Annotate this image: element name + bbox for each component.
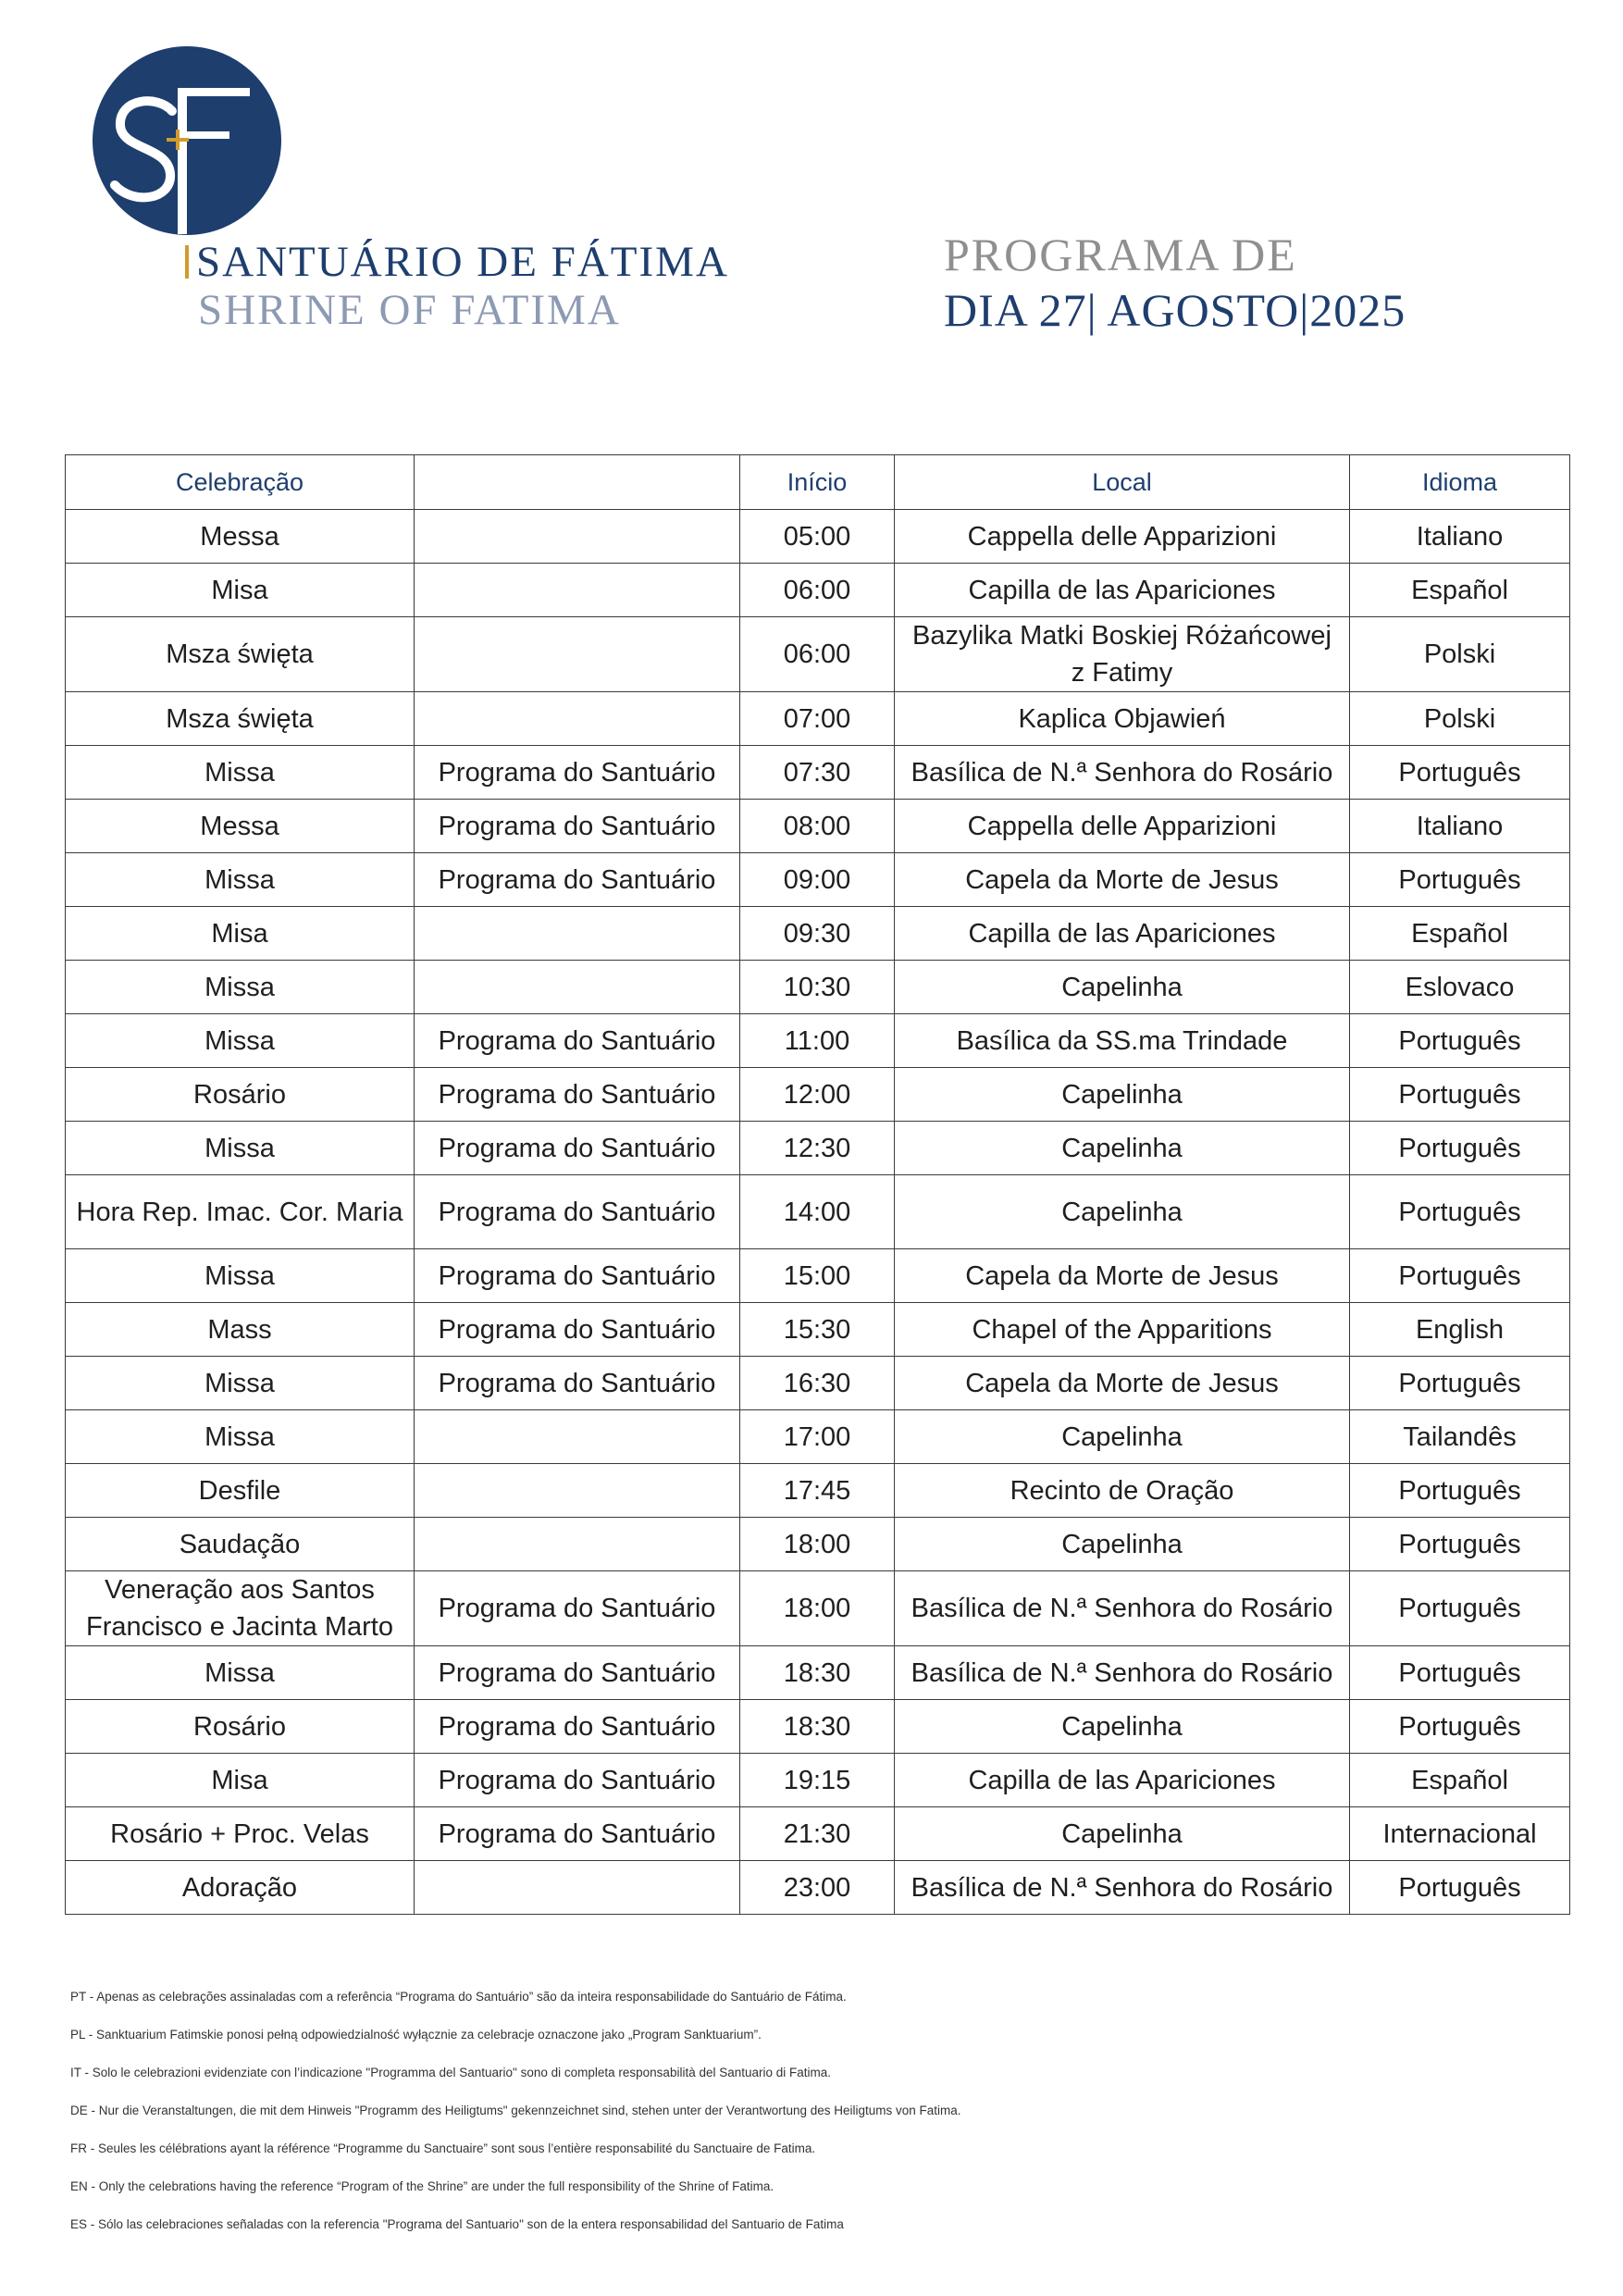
cell-programa: Programa do Santuário [415, 1249, 740, 1303]
cell-local: Capelinha [895, 1175, 1350, 1249]
cell-programa: Programa do Santuário [415, 746, 740, 800]
table-row [66, 800, 1570, 853]
cell-idioma: Português [1350, 746, 1570, 800]
cell-inicio: 08:00 [740, 800, 895, 853]
cell-celebracao: Mass [66, 1303, 415, 1357]
cell-inicio: 05:00 [740, 510, 895, 564]
cell-programa: Programa do Santuário [415, 1175, 740, 1249]
cell-local: Capelinha [895, 1700, 1350, 1754]
cell-local: Capilla de las Apariciones [895, 564, 1350, 617]
cell-programa: Programa do Santuário [415, 1303, 740, 1357]
header-celebracao: Celebração [66, 455, 415, 510]
cell-idioma: Português [1350, 1700, 1570, 1754]
cell-celebracao: Hora Rep. Imac. Cor. Maria [66, 1175, 415, 1249]
cell-programa: Programa do Santuário [415, 1014, 740, 1068]
cell-celebracao: Messa [66, 800, 415, 853]
cell-idioma: Polski [1350, 617, 1570, 692]
cell-inicio: 15:30 [740, 1303, 895, 1357]
table-row [66, 1175, 1570, 1249]
cell-local: Capelinha [895, 1807, 1350, 1861]
logo [93, 46, 281, 235]
header-local: Local [895, 455, 1350, 510]
cell-programa [415, 907, 740, 961]
cell-inicio: 06:00 [740, 617, 895, 692]
table-row [66, 1357, 1570, 1410]
cell-local: Basílica da SS.ma Trindade [895, 1014, 1350, 1068]
cell-programa: Programa do Santuário [415, 853, 740, 907]
cell-inicio: 10:30 [740, 961, 895, 1014]
cell-programa: Programa do Santuário [415, 1754, 740, 1807]
cell-programa: Programa do Santuário [415, 1700, 740, 1754]
footnote-it: IT - Solo le celebrazioni evidenziate con l’indicazione "Programma del Santuario" sono di completa responsabilità del Santuario di Fatima. [70, 2066, 832, 2079]
cell-idioma: Internacional [1350, 1807, 1570, 1861]
footnote-fr: FR - Seules les célébrations ayant la référence “Programme du Sanctuaire” sont sous l’entière responsabilité du Sanctuaire de Fatima. [70, 2141, 816, 2155]
cell-local: Basílica de N.ª Senhora do Rosário [895, 1646, 1350, 1700]
cell-celebracao: Veneração aos Santos Francisco e Jacinta Marto [66, 1571, 415, 1646]
cell-local: Capelinha [895, 1122, 1350, 1175]
cell-local: Bazylika Matki Boskiej Różańcowej z Fatimy [895, 617, 1350, 692]
cell-idioma: Português [1350, 1175, 1570, 1249]
footnote-en: EN - Only the celebrations having the reference “Program of the Shrine” are under the full responsibility of the Shrine of Fatima. [70, 2179, 774, 2193]
table-row [66, 564, 1570, 617]
cell-celebracao: Missa [66, 1646, 415, 1700]
cell-inicio: 09:30 [740, 907, 895, 961]
header-programa [415, 455, 740, 510]
cell-celebracao: Missa [66, 746, 415, 800]
table-row [66, 692, 1570, 746]
footnote-pl: PL - Sanktuarium Fatimskie ponosi pełną odpowiedzialność wyłącznie za celebracje oznaczone jako „Program Sanktuarium”. [70, 2028, 762, 2042]
cell-idioma: Español [1350, 907, 1570, 961]
cell-idioma: Italiano [1350, 800, 1570, 853]
cell-inicio: 14:00 [740, 1175, 895, 1249]
table-row [66, 510, 1570, 564]
cell-idioma: Português [1350, 1571, 1570, 1646]
cell-inicio: 07:00 [740, 692, 895, 746]
table-row [66, 746, 1570, 800]
cell-programa: Programa do Santuário [415, 1646, 740, 1700]
cell-idioma: Tailandês [1350, 1410, 1570, 1464]
brand-bar [185, 245, 189, 279]
cell-celebracao: Rosário [66, 1068, 415, 1122]
cell-local: Capilla de las Apariciones [895, 907, 1350, 961]
logo-circle [93, 46, 281, 235]
table-row [66, 1068, 1570, 1122]
table-row [66, 1646, 1570, 1700]
cell-local: Capela da Morte de Jesus [895, 1357, 1350, 1410]
cell-programa: Programa do Santuário [415, 1357, 740, 1410]
cell-idioma: Português [1350, 1357, 1570, 1410]
cell-programa: Programa do Santuário [415, 1068, 740, 1122]
cell-inicio: 15:00 [740, 1249, 895, 1303]
cell-local: Capelinha [895, 1518, 1350, 1571]
cell-idioma: Português [1350, 1068, 1570, 1122]
cell-inicio: 12:00 [740, 1068, 895, 1122]
cell-celebracao: Misa [66, 907, 415, 961]
schedule-table [65, 454, 1570, 1915]
table-row [66, 853, 1570, 907]
cell-celebracao: Missa [66, 853, 415, 907]
cell-programa: Programa do Santuário [415, 1571, 740, 1646]
footnotes [70, 1988, 1569, 2253]
table-row [66, 961, 1570, 1014]
cell-celebracao: Messa [66, 510, 415, 564]
header-inicio: Início [740, 455, 895, 510]
table-row [66, 1249, 1570, 1303]
cell-celebracao: Missa [66, 1249, 415, 1303]
cell-inicio: 12:30 [740, 1122, 895, 1175]
header-idioma: Idioma [1350, 455, 1570, 510]
cell-idioma: Português [1350, 1014, 1570, 1068]
cell-inicio: 17:45 [740, 1464, 895, 1518]
cell-programa [415, 564, 740, 617]
cell-inicio: 21:30 [740, 1807, 895, 1861]
cell-programa: Programa do Santuário [415, 800, 740, 853]
cell-idioma: Eslovaco [1350, 961, 1570, 1014]
cell-idioma: English [1350, 1303, 1570, 1357]
cell-local: Basílica de N.ª Senhora do Rosário [895, 746, 1350, 800]
cell-programa [415, 1410, 740, 1464]
cell-programa [415, 692, 740, 746]
table-row [66, 1464, 1570, 1518]
cell-local: Basílica de N.ª Senhora do Rosário [895, 1571, 1350, 1646]
cell-idioma: Português [1350, 1861, 1570, 1915]
cell-idioma: Português [1350, 1249, 1570, 1303]
table-row [66, 1807, 1570, 1861]
cell-inicio: 18:00 [740, 1518, 895, 1571]
cell-local: Cappella delle Apparizioni [895, 510, 1350, 564]
cell-celebracao: Missa [66, 1014, 415, 1068]
cell-inicio: 16:30 [740, 1357, 895, 1410]
table-row [66, 1014, 1570, 1068]
cell-programa [415, 1518, 740, 1571]
cell-local: Chapel of the Apparitions [895, 1303, 1350, 1357]
program-heading [944, 227, 1406, 338]
cell-inicio: 11:00 [740, 1014, 895, 1068]
cell-inicio: 18:30 [740, 1700, 895, 1754]
cell-local: Kaplica Objawień [895, 692, 1350, 746]
cell-celebracao: Missa [66, 1357, 415, 1410]
sf-monogram-icon [93, 46, 281, 235]
cell-inicio: 07:30 [740, 746, 895, 800]
cell-idioma: Português [1350, 1464, 1570, 1518]
brand [185, 238, 729, 334]
table-row [66, 907, 1570, 961]
table-row [66, 1571, 1570, 1646]
cell-programa [415, 617, 740, 692]
table-row [66, 617, 1570, 692]
cell-programa [415, 1464, 740, 1518]
cell-celebracao: Rosário [66, 1700, 415, 1754]
cell-programa [415, 1861, 740, 1915]
program-date: DIA 27| AGOSTO|2025 [944, 284, 1406, 336]
cell-inicio: 18:00 [740, 1571, 895, 1646]
cell-local: Capelinha [895, 1410, 1350, 1464]
footnote-de: DE - Nur die Veranstaltungen, die mit dem Hinweis "Programm des Heiligtums" gekennzeichnet sind, stehen unter der Verantwortung des Heiligtums von Fatima. [70, 2104, 961, 2117]
cell-local: Capelinha [895, 961, 1350, 1014]
cell-celebracao: Rosário + Proc. Velas [66, 1807, 415, 1861]
cell-celebracao: Saudação [66, 1518, 415, 1571]
footnote-es: ES - Sólo las celebraciones señaladas con la referencia "Programa del Santuario" son de la entera responsabilidad del Santuario de Fatima [70, 2217, 844, 2231]
cell-inicio: 23:00 [740, 1861, 895, 1915]
cell-programa: Programa do Santuário [415, 1807, 740, 1861]
cell-inicio: 17:00 [740, 1410, 895, 1464]
cell-celebracao: Adoração [66, 1861, 415, 1915]
cell-local: Capela da Morte de Jesus [895, 853, 1350, 907]
cell-local: Capela da Morte de Jesus [895, 1249, 1350, 1303]
brand-name-en: SHRINE OF FATIMA [198, 286, 621, 334]
footnote-pt: PT - Apenas as celebrações assinaladas com a referência “Programa do Santuário” são da inteira responsabilidade do Santuário de Fátima. [70, 1990, 847, 2004]
cell-celebracao: Missa [66, 1122, 415, 1175]
cell-idioma: Português [1350, 1518, 1570, 1571]
cell-programa [415, 510, 740, 564]
cell-programa: Programa do Santuário [415, 1122, 740, 1175]
cell-celebracao: Misa [66, 1754, 415, 1807]
cell-idioma: Español [1350, 1754, 1570, 1807]
table-header-row [66, 455, 1570, 510]
brand-name-pt: SANTUÁRIO DE FÁTIMA [196, 238, 729, 286]
cell-celebracao: Misa [66, 564, 415, 617]
cell-idioma: Italiano [1350, 510, 1570, 564]
cell-inicio: 19:15 [740, 1754, 895, 1807]
cell-idioma: Español [1350, 564, 1570, 617]
cell-local: Capelinha [895, 1068, 1350, 1122]
table-row [66, 1518, 1570, 1571]
cell-local: Cappella delle Apparizioni [895, 800, 1350, 853]
table-row [66, 1303, 1570, 1357]
cell-idioma: Português [1350, 853, 1570, 907]
cell-idioma: Português [1350, 1646, 1570, 1700]
cell-celebracao: Msza święta [66, 617, 415, 692]
cell-idioma: Português [1350, 1122, 1570, 1175]
program-title: PROGRAMA DE [944, 229, 1297, 280]
cell-local: Capilla de las Apariciones [895, 1754, 1350, 1807]
cell-celebracao: Desfile [66, 1464, 415, 1518]
cell-celebracao: Msza święta [66, 692, 415, 746]
cell-programa [415, 961, 740, 1014]
cell-celebracao: Missa [66, 961, 415, 1014]
table-row [66, 1122, 1570, 1175]
table-row [66, 1754, 1570, 1807]
cell-local: Recinto de Oração [895, 1464, 1350, 1518]
cell-inicio: 18:30 [740, 1646, 895, 1700]
cell-inicio: 09:00 [740, 853, 895, 907]
table-row [66, 1410, 1570, 1464]
cell-idioma: Polski [1350, 692, 1570, 746]
cell-celebracao: Missa [66, 1410, 415, 1464]
cell-inicio: 06:00 [740, 564, 895, 617]
table-row [66, 1700, 1570, 1754]
cell-local: Basílica de N.ª Senhora do Rosário [895, 1861, 1350, 1915]
table-row [66, 1861, 1570, 1915]
